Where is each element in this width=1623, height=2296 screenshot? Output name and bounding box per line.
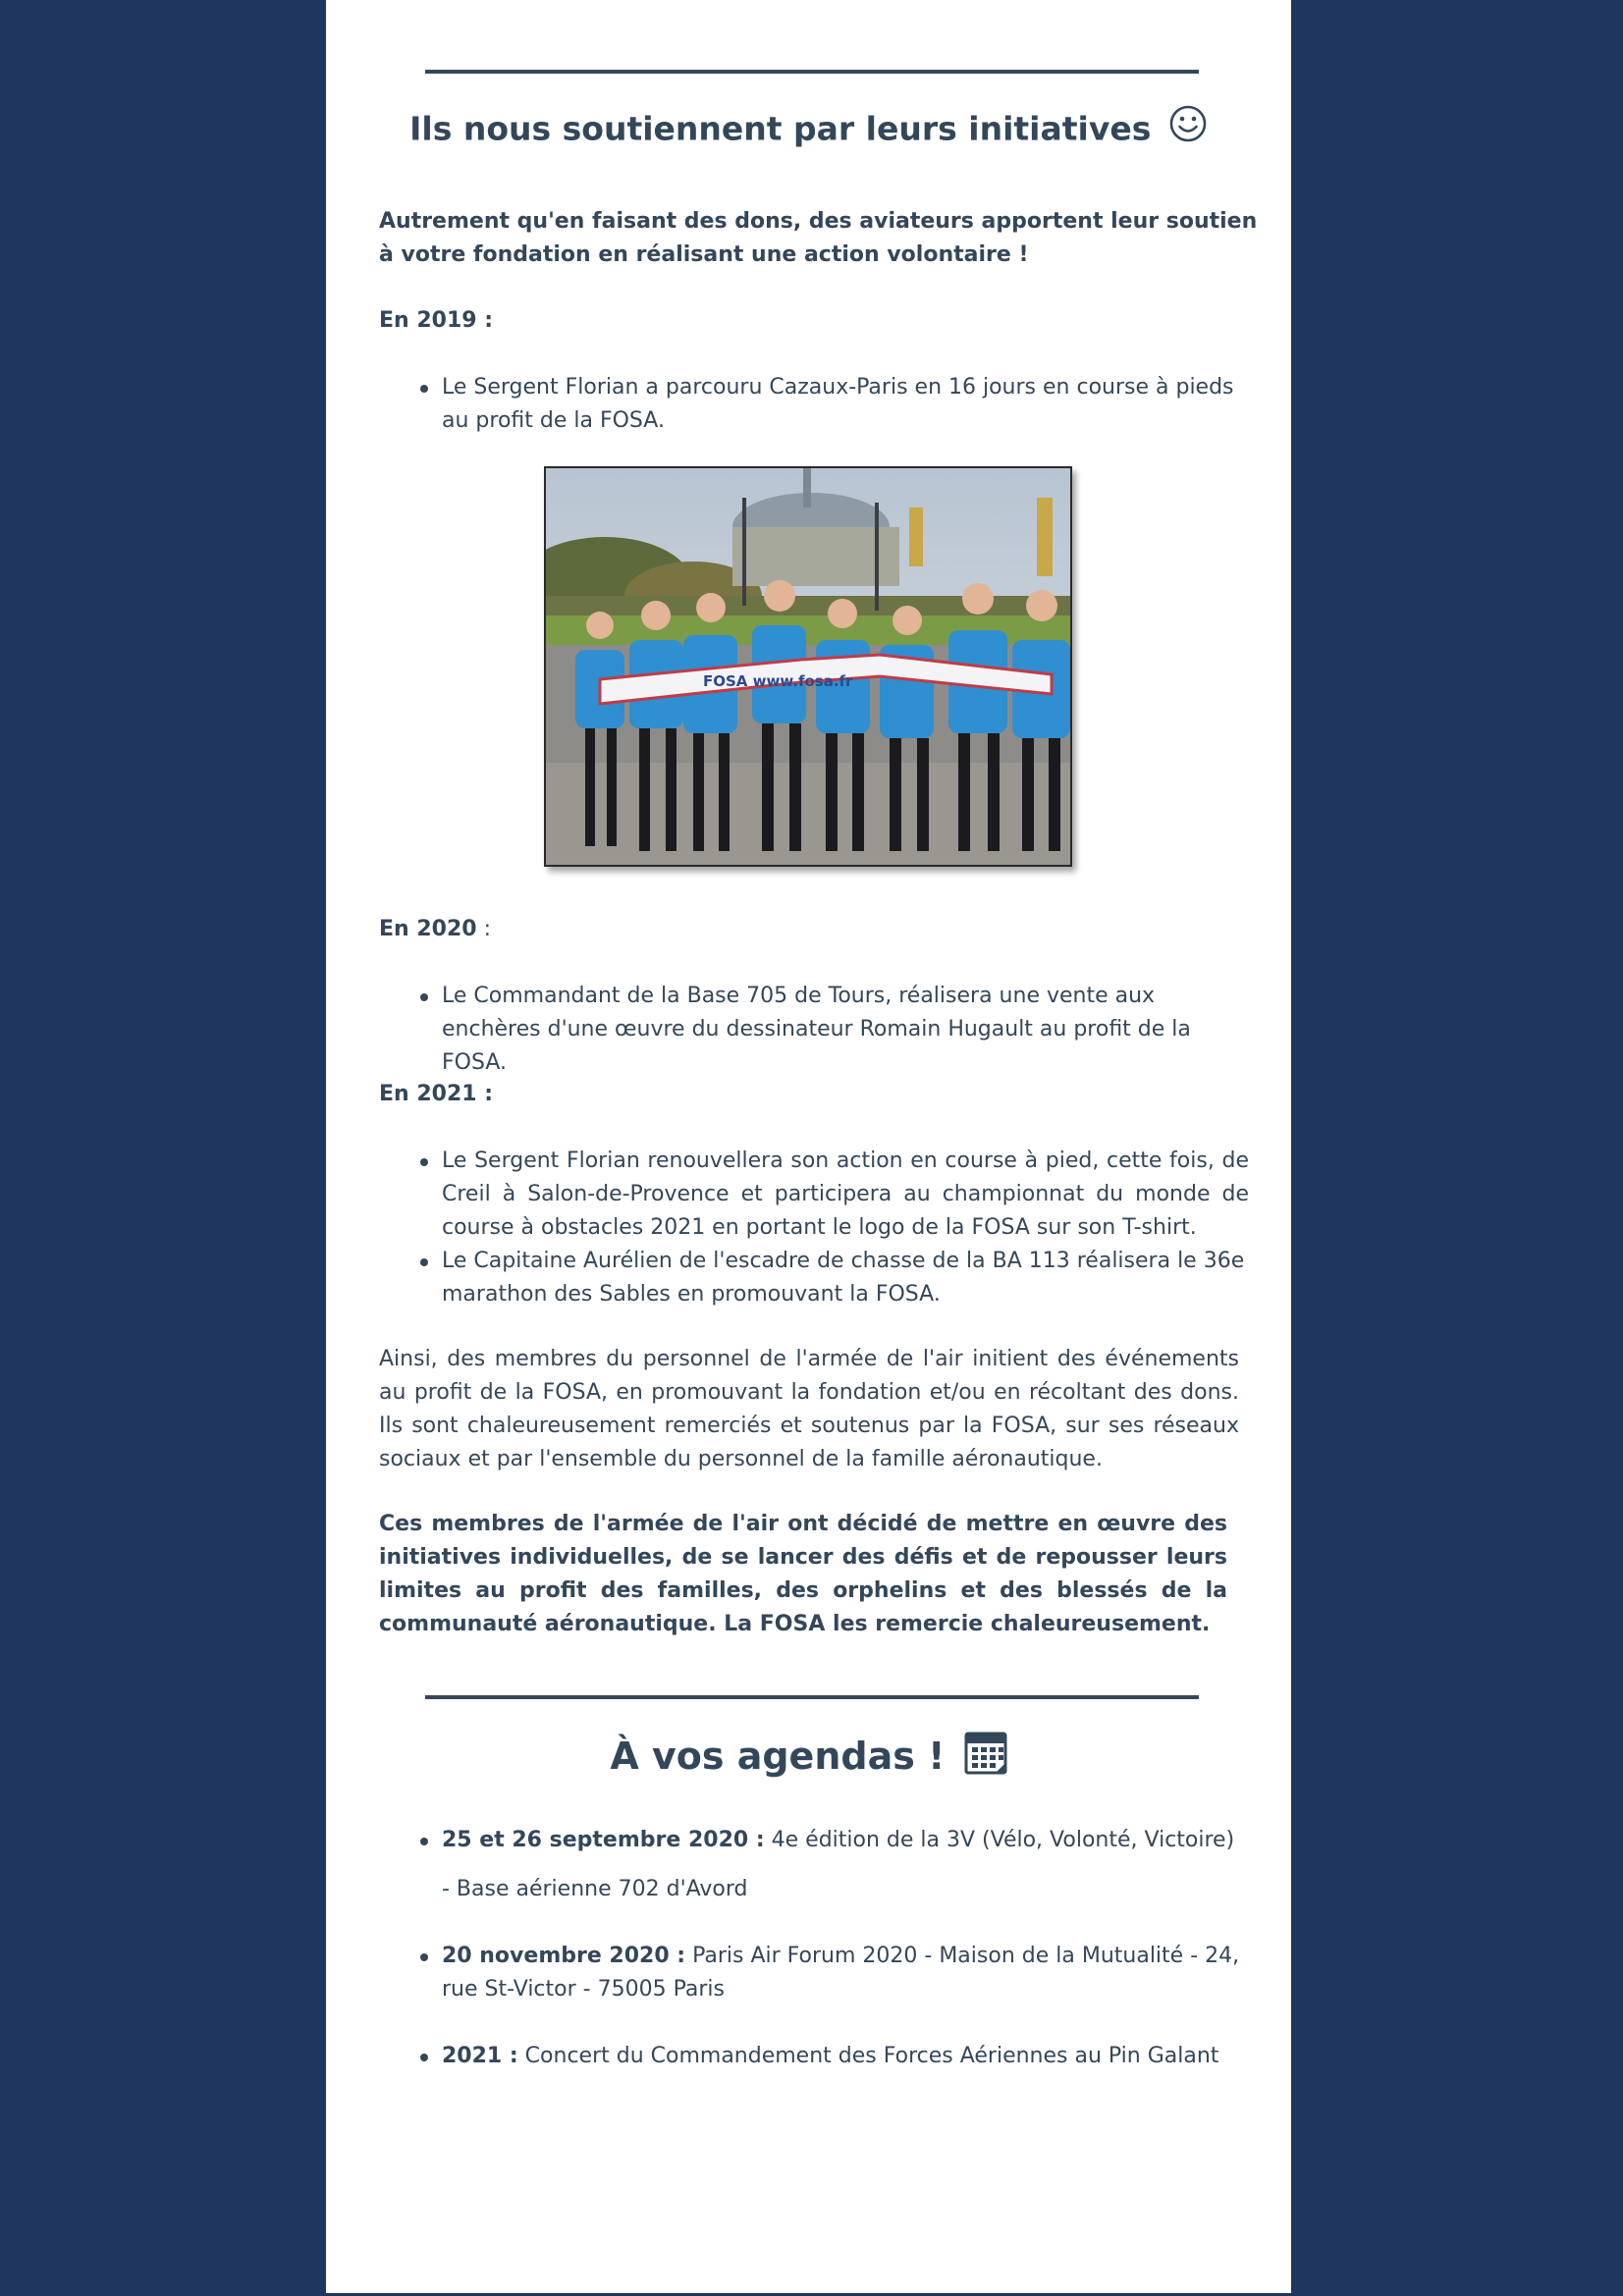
list-2020: [442, 980, 1252, 1080]
heading-2021: En 2021 :: [379, 1082, 494, 1106]
agenda-item: 25 et 26 septembre 2020 : 4e édition de la 3V (Vélo, Volonté, Victoire) - Base aérienne 702 d'Avord: [442, 1824, 1262, 1906]
list-item: Le Commandant de la Base 705 de Tours, réalisera une vente aux enchères d'une œuvre du dessinateur Romain Hugault au profit de la FOSA.: [442, 980, 1252, 1080]
summary-text: Ainsi, des membres du personnel de l'armée de l'air initient des événements au profit de la FOSA, en promouvant la fondation et/ou en récoltant des dons. Ils sont chaleureusement remerciés et soutenus par la FOSA, sur ses réseaux sociaux et par l'ensemble du personnel de la famille aéronautique.: [379, 1347, 1239, 1471]
calendar-icon: [964, 1730, 1007, 1788]
closing-text: Ces membres de l'armée de l'air ont décidé de mettre en œuvre des initiatives individuelles, de se lancer des défis et de repousser leurs limites au profit des familles, des orphelins et des blessés de la communauté aéronautique. La FOSA les remercie chaleureusement.: [379, 1512, 1227, 1636]
agenda-list: [442, 1824, 1262, 2073]
list-item: Le Capitaine Aurélien de l'escadre de chasse de la BA 113 réalisera le 36e marathon des Sables en promouvant la FOSA.: [442, 1245, 1249, 1311]
heading-2020: En 2020 :: [379, 917, 491, 941]
intro-text: Autrement qu'en faisant des dons, des aviateurs apportent leur soutien à votre fondation en réalisant une action volontaire !: [379, 209, 1258, 267]
section-divider-top: [425, 70, 1199, 74]
smiley-icon: [1168, 104, 1208, 157]
heading-2019: En 2019 :: [379, 308, 494, 333]
scarf-text: FOSA www.fosa.fr: [703, 672, 853, 690]
list-item: Le Sergent Florian renouvellera son action en course à pied, cette fois, de Creil à Salon-de-Provence et participera au championnat du monde de course à obstacles 2021 en portant le logo de la FOSA sur son T-shirt.: [442, 1145, 1249, 1245]
section-divider-agenda: [425, 1695, 1199, 1699]
list-2019: [442, 371, 1247, 438]
list-2021: [442, 1145, 1249, 1311]
agenda-item: 2021 : Concert du Commandement des Forces Aériennes au Pin Galant: [442, 2040, 1262, 2073]
section-title-initiatives: Ils nous soutiennent par leurs initiatives: [326, 104, 1291, 153]
section-title-agenda: À vos agendas !: [326, 1730, 1291, 1781]
runners-photo: [544, 466, 1072, 867]
list-item: Le Sergent Florian a parcouru Cazaux-Paris en 16 jours en course à pieds au profit de la FOSA.: [442, 371, 1247, 438]
runners-photo-illustration: [546, 468, 1070, 865]
agenda-item: 20 novembre 2020 : Paris Air Forum 2020 - Maison de la Mutualité - 24, rue St-Victor - 75005 Paris: [442, 1940, 1262, 2006]
